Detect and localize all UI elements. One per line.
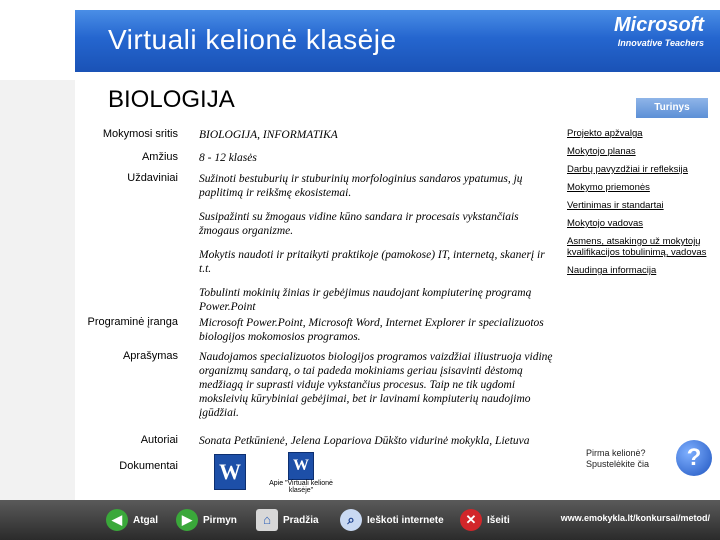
document-link-2[interactable] — [266, 452, 336, 494]
exit-label: Išeiti — [487, 514, 510, 526]
sidebar-heading: Turinys — [636, 98, 708, 118]
help-line2: Spustelėkite čia — [586, 459, 650, 469]
subject-label: Mokymosi sritis — [102, 128, 178, 140]
sidebar-link-useful-info[interactable]: Naudinga informacija — [567, 265, 657, 276]
back-label: Atgal — [133, 514, 158, 526]
innovative-teachers-label: Innovative Teachers — [617, 38, 704, 48]
back-button[interactable] — [106, 508, 158, 532]
forward-button[interactable] — [176, 508, 237, 532]
help-line1: Pirma kelionė? — [586, 448, 646, 458]
description-value: Naudojamos specializuotos biologijos programos vaizdžiai iliustruoja vidinę organizmų sandarą, o tai padeda mokiniams geriau įsisavinti dėstomą medžiagą ir suprasti viduje vykstančius procesus. Taip ne tik ugdomi moksleivių kūrybiniai gebėjimai, bet ir lavinami kompiuterių naudojimo įgūdžiai. — [199, 351, 553, 419]
tasks-label: Uždaviniai — [127, 172, 178, 184]
question-mark-icon: ? — [676, 440, 712, 476]
help-text — [586, 448, 649, 470]
task-item: Tobulinti mokinių žinias ir gebėjimus naudojant kompiuterinę programą Power.Point — [199, 287, 532, 313]
documents-label: Dokumentai — [119, 460, 178, 472]
sidebar-link-project-overview[interactable]: Projekto apžvalga — [567, 128, 643, 139]
sidebar-link-teacher-guide[interactable]: Mokytojo vadovas — [567, 218, 644, 229]
age-label: Amžius — [141, 151, 178, 163]
authors-value: Sonata Petkūnienė, Jelena Lopariova Dūkšto vidurinė mokykla, Lietuva — [199, 435, 530, 447]
document-link-1[interactable] — [208, 454, 252, 490]
arrow-left-icon: ◀ — [106, 509, 128, 531]
home-icon: ⌂ — [256, 509, 278, 531]
task-item: Susipažinti su žmogaus vidine kūno sandara ir procesais vykstančiais žmogaus organizme. — [199, 211, 519, 237]
exit-button[interactable] — [460, 508, 510, 532]
page-title: BIOLOGIJA — [108, 86, 235, 113]
home-label: Pradžia — [283, 514, 319, 526]
authors-label: Autoriai — [140, 434, 178, 446]
sidebar-link-work-examples[interactable]: Darbų pavyzdžiai ir refleksija — [567, 164, 688, 175]
search-web-button[interactable] — [340, 508, 444, 532]
header — [0, 0, 720, 80]
age-value: 8 - 12 klasės — [199, 152, 257, 164]
footer-nav-bar — [0, 500, 720, 540]
tasks-value — [199, 172, 554, 324]
software-label: Programinė įranga — [87, 316, 178, 328]
home-button[interactable] — [256, 508, 319, 532]
sidebar-link-teaching-tools[interactable]: Mokymo priemonės — [567, 182, 650, 193]
sidebar-links — [567, 128, 715, 283]
microsoft-logo: Microsoft — [614, 14, 704, 36]
arrow-right-icon: ▶ — [176, 509, 198, 531]
subject-value: BIOLOGIJA, INFORMATIKA — [199, 129, 338, 141]
description-label: Aprašymas — [122, 350, 178, 362]
software-value: Microsoft Power.Point, Microsoft Word, Internet Explorer ir specializuotos biologijos mokomosios programos. — [199, 317, 544, 343]
task-item: Sužinoti bestuburių ir stuburinių morfologinius sandaros ypatumus, jų paplitimą ir reikšmę ekosistemai. — [199, 173, 523, 199]
search-icon: ⌕ — [340, 509, 362, 531]
first-visit-help[interactable] — [586, 440, 716, 480]
word-document-icon: W — [288, 452, 314, 480]
footer-url: www.emokykla.lt/konkursai/metod/ — [560, 513, 710, 523]
document-caption: Apie "Virtuali kelionė klasėje" — [269, 480, 333, 494]
header-title: Virtuali kelionė klasėje — [108, 24, 397, 55]
search-label: Ieškoti internete — [367, 514, 444, 526]
sidebar-link-assessment[interactable]: Vertinimas ir standartai — [567, 200, 664, 211]
forward-label: Pirmyn — [203, 514, 237, 526]
sidebar-link-teacher-plan[interactable]: Mokytojo planas — [567, 146, 636, 157]
sidebar-link-trainer-guide[interactable]: Asmens, atsakingo už mokytojų kvalifikacijos tobulinimą, vadovas — [567, 236, 707, 258]
close-icon: ✕ — [460, 509, 482, 531]
word-document-icon: W — [214, 454, 246, 490]
task-item: Mokytis naudoti ir pritaikyti praktikoje (pamokose) IT, internetą, skanerį ir t.t. — [199, 249, 545, 275]
